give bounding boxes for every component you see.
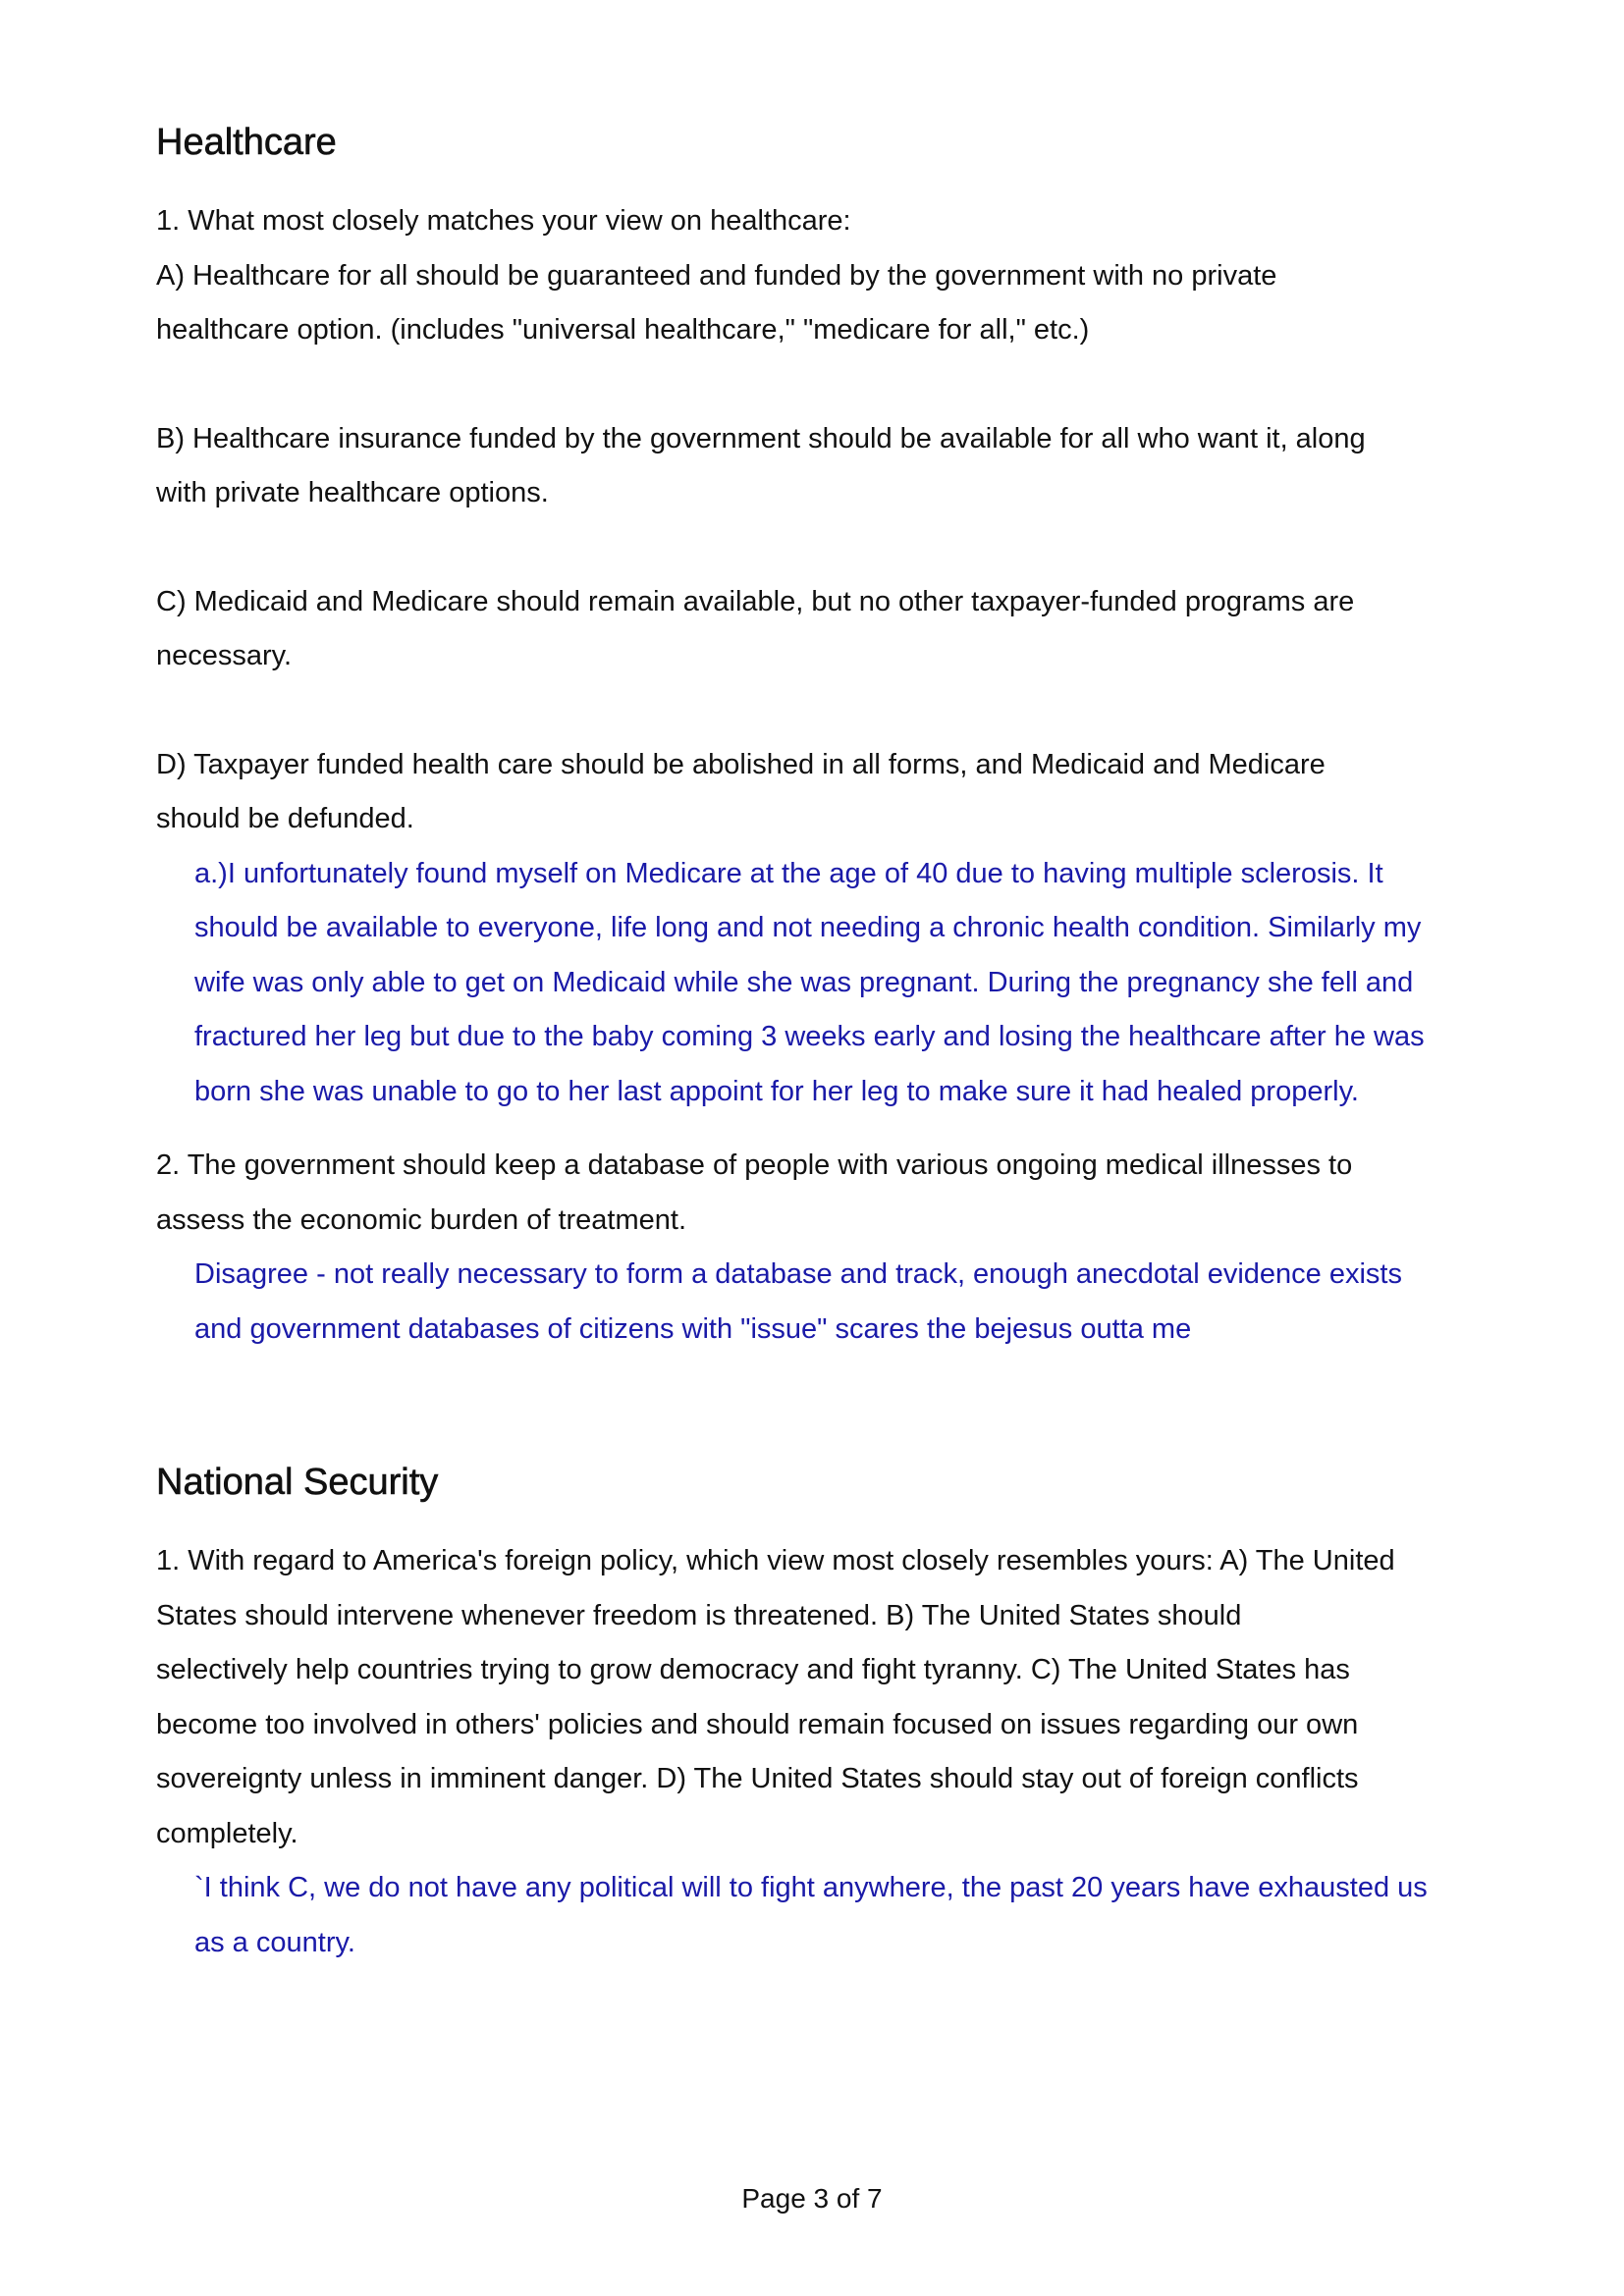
question-line: States should intervene whenever freedom is threatened. B) The United States should	[156, 1599, 1242, 1631]
section-heading-national-security: National Security	[156, 1462, 439, 1503]
answer-line: a.)I unfortunately found myself on Medicare at the age of 40 due to having multiple sclerosis. It	[194, 857, 1383, 889]
question-line: 1. With regard to America's foreign policy, which view most closely resembles yours: A) The United	[156, 1545, 1395, 1576]
question-intro: 1. What most closely matches your view on healthcare:	[156, 205, 851, 237]
national-security-question-1	[156, 1534, 1531, 1970]
question-line: 2. The government should keep a database of people with various ongoing medical illnesses to	[156, 1149, 1353, 1181]
option-a-line-1: A) Healthcare for all should be guaranteed and funded by the government with no private	[156, 259, 1277, 292]
option-c-line-1: C) Medicaid and Medicare should remain available, but no other taxpayer-funded programs are	[156, 585, 1355, 617]
answer-line: fractured her leg but due to the baby coming 3 weeks early and losing the healthcare after he was	[194, 1021, 1425, 1052]
answer-line: should be available to everyone, life long and not needing a chronic health condition. Similarly my	[194, 912, 1422, 943]
answer-line: `I think C, we do not have any political will to fight anywhere, the past 20 years have exhausted us	[194, 1872, 1428, 1903]
section-heading-healthcare: Healthcare	[156, 122, 337, 163]
question-line: assess the economic burden of treatment.	[156, 1203, 687, 1236]
answer-line: Disagree - not really necessary to form a database and track, enough anecdotal evidence exists	[194, 1258, 1402, 1290]
option-d-line-2: should be defunded.	[156, 803, 414, 834]
option-c-line-2: necessary.	[156, 640, 293, 671]
answer-block	[156, 1248, 1531, 1357]
option-a-line-2: healthcare option. (includes "universal healthcare," "medicare for all," etc.)	[156, 314, 1090, 346]
answer-block	[156, 1861, 1531, 1970]
option-d-line-1: D) Taxpayer funded health care should be abolished in all forms, and Medicaid and Medicare	[156, 748, 1326, 780]
question-line: completely.	[156, 1817, 298, 1849]
question-line: sovereignty unless in imminent danger. D) The United States should stay out of foreign conflicts	[156, 1763, 1359, 1794]
answer-block	[156, 847, 1531, 1120]
answer-line: and government databases of citizens with "issue" scares the bejesus outta me	[194, 1312, 1192, 1345]
answer-line: born she was unable to go to her last appoint for her leg to make sure it had healed properly.	[194, 1075, 1359, 1107]
healthcare-question-2	[156, 1139, 1531, 1357]
page-content	[156, 110, 1531, 1970]
question-line: become too involved in others' policies and should remain focused on issues regarding our own	[156, 1708, 1359, 1740]
healthcare-question-1	[156, 194, 1531, 1119]
page-number: Page 3 of 7	[741, 2183, 883, 2214]
answer-line: wife was only able to get on Medicaid while she was pregnant. During the pregnancy she fell and	[194, 966, 1414, 998]
answer-line: as a country.	[194, 1926, 355, 1958]
option-b-line-1: B) Healthcare insurance funded by the government should be available for all who want it, along	[156, 422, 1366, 454]
option-b-line-2: with private healthcare options.	[156, 477, 549, 508]
question-line: selectively help countries trying to grow democracy and fight tyranny. C) The United States has	[156, 1654, 1350, 1685]
